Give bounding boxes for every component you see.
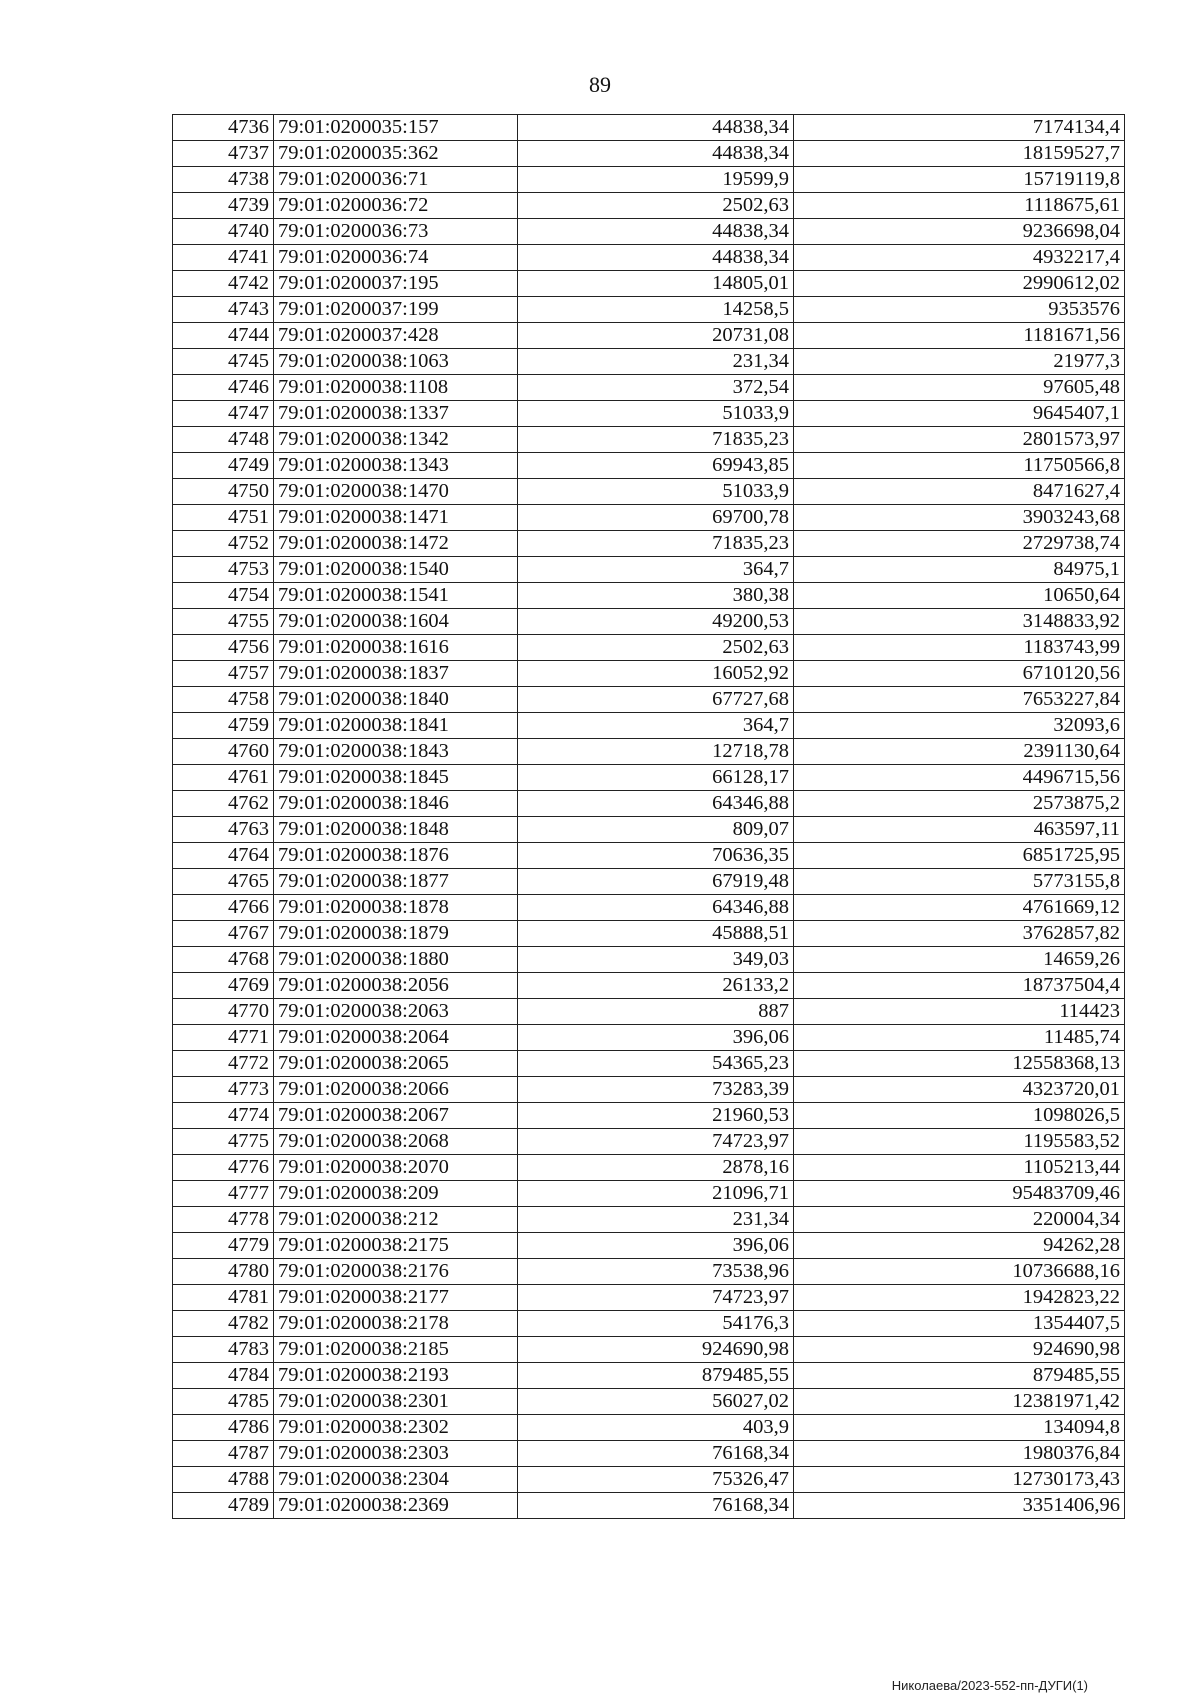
row-number-cell: 4758 [173, 687, 274, 713]
area-cell: 396,06 [518, 1025, 794, 1051]
row-number-cell: 4783 [173, 1337, 274, 1363]
value-cell: 4323720,01 [794, 1077, 1125, 1103]
table-row [173, 141, 1125, 167]
table-row [173, 1441, 1125, 1467]
cadastral-number-cell: 79:01:0200038:1848 [274, 817, 518, 843]
table-row [173, 843, 1125, 869]
row-number-cell: 4765 [173, 869, 274, 895]
table-row [173, 1415, 1125, 1441]
area-cell: 69700,78 [518, 505, 794, 531]
row-number-cell: 4755 [173, 609, 274, 635]
table-row [173, 1259, 1125, 1285]
row-number-cell: 4737 [173, 141, 274, 167]
value-cell: 4932217,4 [794, 245, 1125, 271]
table-body [173, 115, 1125, 1519]
value-cell: 11750566,8 [794, 453, 1125, 479]
row-number-cell: 4750 [173, 479, 274, 505]
area-cell: 19599,9 [518, 167, 794, 193]
area-cell: 56027,02 [518, 1389, 794, 1415]
cadastral-number-cell: 79:01:0200038:2304 [274, 1467, 518, 1493]
area-cell: 73283,39 [518, 1077, 794, 1103]
row-number-cell: 4763 [173, 817, 274, 843]
cadastral-number-cell: 79:01:0200038:1877 [274, 869, 518, 895]
row-number-cell: 4782 [173, 1311, 274, 1337]
table-row [173, 687, 1125, 713]
value-cell: 3903243,68 [794, 505, 1125, 531]
row-number-cell: 4761 [173, 765, 274, 791]
cadastral-number-cell: 79:01:0200038:1540 [274, 557, 518, 583]
row-number-cell: 4760 [173, 739, 274, 765]
area-cell: 71835,23 [518, 427, 794, 453]
table-row [173, 1129, 1125, 1155]
table-row [173, 921, 1125, 947]
row-number-cell: 4778 [173, 1207, 274, 1233]
table-row [173, 505, 1125, 531]
value-cell: 1183743,99 [794, 635, 1125, 661]
value-cell: 12730173,43 [794, 1467, 1125, 1493]
area-cell: 44838,34 [518, 219, 794, 245]
value-cell: 94262,28 [794, 1233, 1125, 1259]
table-row [173, 609, 1125, 635]
area-cell: 231,34 [518, 349, 794, 375]
cadastral-number-cell: 79:01:0200038:1471 [274, 505, 518, 531]
value-cell: 879485,55 [794, 1363, 1125, 1389]
value-cell: 12558368,13 [794, 1051, 1125, 1077]
row-number-cell: 4748 [173, 427, 274, 453]
row-number-cell: 4776 [173, 1155, 274, 1181]
table-row [173, 999, 1125, 1025]
value-cell: 1942823,22 [794, 1285, 1125, 1311]
area-cell: 809,07 [518, 817, 794, 843]
table-row [173, 1233, 1125, 1259]
row-number-cell: 4741 [173, 245, 274, 271]
value-cell: 2573875,2 [794, 791, 1125, 817]
row-number-cell: 4744 [173, 323, 274, 349]
value-cell: 10736688,16 [794, 1259, 1125, 1285]
table-row [173, 973, 1125, 999]
cadastral-number-cell: 79:01:0200038:2175 [274, 1233, 518, 1259]
area-cell: 2502,63 [518, 193, 794, 219]
table-row [173, 271, 1125, 297]
area-cell: 67727,68 [518, 687, 794, 713]
table-row [173, 817, 1125, 843]
table-row [173, 349, 1125, 375]
area-cell: 67919,48 [518, 869, 794, 895]
area-cell: 76168,34 [518, 1441, 794, 1467]
cadastral-number-cell: 79:01:0200038:2066 [274, 1077, 518, 1103]
cadastral-number-cell: 79:01:0200038:212 [274, 1207, 518, 1233]
table-row [173, 323, 1125, 349]
cadastral-number-cell: 79:01:0200037:199 [274, 297, 518, 323]
area-cell: 45888,51 [518, 921, 794, 947]
cadastral-number-cell: 79:01:0200038:2193 [274, 1363, 518, 1389]
area-cell: 64346,88 [518, 895, 794, 921]
cadastral-number-cell: 79:01:0200038:1879 [274, 921, 518, 947]
cadastral-number-cell: 79:01:0200038:2178 [274, 1311, 518, 1337]
row-number-cell: 4781 [173, 1285, 274, 1311]
cadastral-number-cell: 79:01:0200038:2063 [274, 999, 518, 1025]
area-cell: 74723,97 [518, 1285, 794, 1311]
cadastral-number-cell: 79:01:0200038:1876 [274, 843, 518, 869]
row-number-cell: 4746 [173, 375, 274, 401]
cadastral-number-cell: 79:01:0200038:1604 [274, 609, 518, 635]
cadastral-number-cell: 79:01:0200038:1108 [274, 375, 518, 401]
area-cell: 924690,98 [518, 1337, 794, 1363]
table-row [173, 739, 1125, 765]
table-row [173, 1363, 1125, 1389]
cadastral-number-cell: 79:01:0200036:72 [274, 193, 518, 219]
table-row [173, 401, 1125, 427]
cadastral-number-cell: 79:01:0200038:2068 [274, 1129, 518, 1155]
value-cell: 12381971,42 [794, 1389, 1125, 1415]
area-cell: 364,7 [518, 713, 794, 739]
area-cell: 71835,23 [518, 531, 794, 557]
cadastral-number-cell: 79:01:0200038:1878 [274, 895, 518, 921]
area-cell: 44838,34 [518, 245, 794, 271]
area-cell: 16052,92 [518, 661, 794, 687]
value-cell: 15719119,8 [794, 167, 1125, 193]
table-row [173, 713, 1125, 739]
value-cell: 7174134,4 [794, 115, 1125, 141]
row-number-cell: 4774 [173, 1103, 274, 1129]
value-cell: 32093,6 [794, 713, 1125, 739]
row-number-cell: 4786 [173, 1415, 274, 1441]
row-number-cell: 4772 [173, 1051, 274, 1077]
cadastral-number-cell: 79:01:0200038:2070 [274, 1155, 518, 1181]
value-cell: 2729738,74 [794, 531, 1125, 557]
table-row [173, 1311, 1125, 1337]
table-row [173, 895, 1125, 921]
cadastral-number-cell: 79:01:0200038:2064 [274, 1025, 518, 1051]
cadastral-number-cell: 79:01:0200035:362 [274, 141, 518, 167]
table-row [173, 635, 1125, 661]
table-row [173, 1389, 1125, 1415]
row-number-cell: 4743 [173, 297, 274, 323]
area-cell: 879485,55 [518, 1363, 794, 1389]
table-row [173, 453, 1125, 479]
value-cell: 3762857,82 [794, 921, 1125, 947]
cadastral-number-cell: 79:01:0200038:1840 [274, 687, 518, 713]
row-number-cell: 4767 [173, 921, 274, 947]
row-number-cell: 4754 [173, 583, 274, 609]
table-row [173, 765, 1125, 791]
cadastral-number-cell: 79:01:0200035:157 [274, 115, 518, 141]
cadastral-number-cell: 79:01:0200038:2177 [274, 1285, 518, 1311]
cadastral-number-cell: 79:01:0200038:1470 [274, 479, 518, 505]
value-cell: 2391130,64 [794, 739, 1125, 765]
cadastral-number-cell: 79:01:0200038:1472 [274, 531, 518, 557]
row-number-cell: 4788 [173, 1467, 274, 1493]
row-number-cell: 4757 [173, 661, 274, 687]
area-cell: 396,06 [518, 1233, 794, 1259]
table-row [173, 1467, 1125, 1493]
value-cell: 1181671,56 [794, 323, 1125, 349]
value-cell: 6710120,56 [794, 661, 1125, 687]
table-row [173, 1285, 1125, 1311]
area-cell: 2502,63 [518, 635, 794, 661]
cadastral-number-cell: 79:01:0200038:209 [274, 1181, 518, 1207]
value-cell: 21977,3 [794, 349, 1125, 375]
value-cell: 9645407,1 [794, 401, 1125, 427]
cadastral-number-cell: 79:01:0200038:2303 [274, 1441, 518, 1467]
area-cell: 364,7 [518, 557, 794, 583]
table-row [173, 791, 1125, 817]
table-row [173, 297, 1125, 323]
row-number-cell: 4773 [173, 1077, 274, 1103]
row-number-cell: 4787 [173, 1441, 274, 1467]
table-row [173, 947, 1125, 973]
value-cell: 1354407,5 [794, 1311, 1125, 1337]
row-number-cell: 4749 [173, 453, 274, 479]
value-cell: 3148833,92 [794, 609, 1125, 635]
value-cell: 9236698,04 [794, 219, 1125, 245]
area-cell: 51033,9 [518, 479, 794, 505]
value-cell: 5773155,8 [794, 869, 1125, 895]
cadastral-number-cell: 79:01:0200038:1837 [274, 661, 518, 687]
area-cell: 75326,47 [518, 1467, 794, 1493]
area-cell: 54176,3 [518, 1311, 794, 1337]
row-number-cell: 4784 [173, 1363, 274, 1389]
row-number-cell: 4740 [173, 219, 274, 245]
row-number-cell: 4759 [173, 713, 274, 739]
row-number-cell: 4747 [173, 401, 274, 427]
page-number: 89 [589, 72, 611, 97]
area-cell: 14805,01 [518, 271, 794, 297]
table-row [173, 479, 1125, 505]
area-cell: 372,54 [518, 375, 794, 401]
row-number-cell: 4753 [173, 557, 274, 583]
row-number-cell: 4780 [173, 1259, 274, 1285]
area-cell: 64346,88 [518, 791, 794, 817]
row-number-cell: 4789 [173, 1493, 274, 1519]
value-cell: 1195583,52 [794, 1129, 1125, 1155]
value-cell: 95483709,46 [794, 1181, 1125, 1207]
area-cell: 51033,9 [518, 401, 794, 427]
value-cell: 134094,8 [794, 1415, 1125, 1441]
value-cell: 10650,64 [794, 583, 1125, 609]
row-number-cell: 4785 [173, 1389, 274, 1415]
value-cell: 97605,48 [794, 375, 1125, 401]
table-row [173, 531, 1125, 557]
cadastral-number-cell: 79:01:0200038:1880 [274, 947, 518, 973]
area-cell: 49200,53 [518, 609, 794, 635]
value-cell: 9353576 [794, 297, 1125, 323]
row-number-cell: 4736 [173, 115, 274, 141]
row-number-cell: 4775 [173, 1129, 274, 1155]
value-cell: 18159527,7 [794, 141, 1125, 167]
row-number-cell: 4770 [173, 999, 274, 1025]
area-cell: 2878,16 [518, 1155, 794, 1181]
cadastral-number-cell: 79:01:0200038:2185 [274, 1337, 518, 1363]
row-number-cell: 4779 [173, 1233, 274, 1259]
value-cell: 4496715,56 [794, 765, 1125, 791]
area-cell: 21096,71 [518, 1181, 794, 1207]
table-row [173, 193, 1125, 219]
cadastral-number-cell: 79:01:0200038:1337 [274, 401, 518, 427]
row-number-cell: 4766 [173, 895, 274, 921]
table-row [173, 115, 1125, 141]
value-cell: 1105213,44 [794, 1155, 1125, 1181]
area-cell: 231,34 [518, 1207, 794, 1233]
area-cell: 44838,34 [518, 115, 794, 141]
area-cell: 349,03 [518, 947, 794, 973]
cadastral-number-cell: 79:01:0200038:1342 [274, 427, 518, 453]
area-cell: 76168,34 [518, 1493, 794, 1519]
cadastral-number-cell: 79:01:0200038:2176 [274, 1259, 518, 1285]
table-row [173, 375, 1125, 401]
table-row [173, 219, 1125, 245]
area-cell: 74723,97 [518, 1129, 794, 1155]
row-number-cell: 4777 [173, 1181, 274, 1207]
table-row [173, 557, 1125, 583]
area-cell: 44838,34 [518, 141, 794, 167]
row-number-cell: 4756 [173, 635, 274, 661]
value-cell: 463597,11 [794, 817, 1125, 843]
table-row [173, 661, 1125, 687]
cadastral-number-cell: 79:01:0200038:1541 [274, 583, 518, 609]
value-cell: 1098026,5 [794, 1103, 1125, 1129]
value-cell: 924690,98 [794, 1337, 1125, 1363]
area-cell: 54365,23 [518, 1051, 794, 1077]
cadastral-number-cell: 79:01:0200038:1343 [274, 453, 518, 479]
cadastral-number-cell: 79:01:0200036:74 [274, 245, 518, 271]
cadastral-number-cell: 79:01:0200038:1845 [274, 765, 518, 791]
table-row [173, 1181, 1125, 1207]
cadastral-number-cell: 79:01:0200038:2301 [274, 1389, 518, 1415]
row-number-cell: 4769 [173, 973, 274, 999]
value-cell: 1118675,61 [794, 193, 1125, 219]
cadastral-number-cell: 79:01:0200037:195 [274, 271, 518, 297]
area-cell: 887 [518, 999, 794, 1025]
table-row [173, 427, 1125, 453]
cadastral-number-cell: 79:01:0200038:1846 [274, 791, 518, 817]
value-cell: 2801573,97 [794, 427, 1125, 453]
table-row [173, 1207, 1125, 1233]
cadastral-number-cell: 79:01:0200038:2067 [274, 1103, 518, 1129]
cadastral-number-cell: 79:01:0200038:2369 [274, 1493, 518, 1519]
table-row [173, 583, 1125, 609]
value-cell: 18737504,4 [794, 973, 1125, 999]
area-cell: 26133,2 [518, 973, 794, 999]
cadastral-number-cell: 79:01:0200038:1843 [274, 739, 518, 765]
table-row [173, 245, 1125, 271]
table-row [173, 1025, 1125, 1051]
row-number-cell: 4745 [173, 349, 274, 375]
area-cell: 21960,53 [518, 1103, 794, 1129]
row-number-cell: 4752 [173, 531, 274, 557]
row-number-cell: 4738 [173, 167, 274, 193]
area-cell: 403,9 [518, 1415, 794, 1441]
area-cell: 380,38 [518, 583, 794, 609]
area-cell: 12718,78 [518, 739, 794, 765]
area-cell: 14258,5 [518, 297, 794, 323]
area-cell: 66128,17 [518, 765, 794, 791]
value-cell: 84975,1 [794, 557, 1125, 583]
area-cell: 73538,96 [518, 1259, 794, 1285]
row-number-cell: 4739 [173, 193, 274, 219]
table-row [173, 1155, 1125, 1181]
value-cell: 114423 [794, 999, 1125, 1025]
footer-document-code: Николаева/2023-552-пп-ДУГИ(1) [891, 1678, 1088, 1693]
value-cell: 7653227,84 [794, 687, 1125, 713]
cadastral-number-cell: 79:01:0200036:73 [274, 219, 518, 245]
row-number-cell: 4762 [173, 791, 274, 817]
cadastral-number-cell: 79:01:0200037:428 [274, 323, 518, 349]
value-cell: 8471627,4 [794, 479, 1125, 505]
table-row [173, 1051, 1125, 1077]
row-number-cell: 4768 [173, 947, 274, 973]
value-cell: 14659,26 [794, 947, 1125, 973]
table-row [173, 1103, 1125, 1129]
area-cell: 20731,08 [518, 323, 794, 349]
cadastral-number-cell: 79:01:0200038:1841 [274, 713, 518, 739]
row-number-cell: 4742 [173, 271, 274, 297]
value-cell: 220004,34 [794, 1207, 1125, 1233]
area-cell: 70636,35 [518, 843, 794, 869]
value-cell: 3351406,96 [794, 1493, 1125, 1519]
value-cell: 6851725,95 [794, 843, 1125, 869]
cadastral-number-cell: 79:01:0200038:1616 [274, 635, 518, 661]
cadastral-number-cell: 79:01:0200038:2056 [274, 973, 518, 999]
area-cell: 69943,85 [518, 453, 794, 479]
value-cell: 11485,74 [794, 1025, 1125, 1051]
cadastral-number-cell: 79:01:0200038:1063 [274, 349, 518, 375]
cadastral-number-cell: 79:01:0200036:71 [274, 167, 518, 193]
value-cell: 1980376,84 [794, 1441, 1125, 1467]
row-number-cell: 4751 [173, 505, 274, 531]
row-number-cell: 4771 [173, 1025, 274, 1051]
cadastral-number-cell: 79:01:0200038:2065 [274, 1051, 518, 1077]
table-row [173, 167, 1125, 193]
table-row [173, 869, 1125, 895]
table-row [173, 1337, 1125, 1363]
value-cell: 2990612,02 [794, 271, 1125, 297]
cadastral-number-cell: 79:01:0200038:2302 [274, 1415, 518, 1441]
table-row [173, 1493, 1125, 1519]
row-number-cell: 4764 [173, 843, 274, 869]
cadastral-table [172, 114, 1125, 1519]
table-row [173, 1077, 1125, 1103]
value-cell: 4761669,12 [794, 895, 1125, 921]
